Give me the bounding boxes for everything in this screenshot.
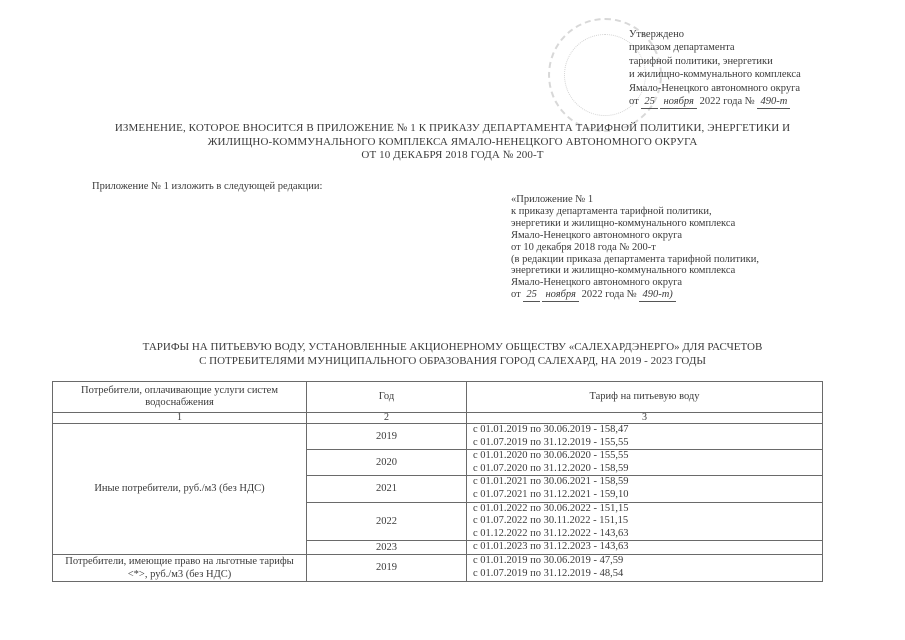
tariff-table-title (20, 340, 885, 368)
appendix-block (511, 194, 891, 302)
approval-block (629, 28, 889, 109)
appendix-line: энергетики и жилищно-коммунального комплекса (511, 265, 736, 277)
tariff-period: с 01.07.2019 по 31.12.2019 - 48,54 (473, 567, 624, 579)
approval-line: Утверждено (629, 29, 684, 40)
header-tariff: Тариф на питьевую воду (467, 382, 823, 413)
tariff-period: с 01.01.2021 по 30.06.2021 - 158,59 (473, 476, 629, 488)
table-row (53, 554, 823, 581)
year-cell: 2023 (307, 541, 467, 555)
tariff-period: с 01.01.2019 по 30.06.2019 - 47,59 (473, 555, 624, 567)
title-line: ЖИЛИЩНО-КОММУНАЛЬНОГО КОМПЛЕКСА ЯМАЛО-НЕНЕЦКОГО АВТОНОМНОГО ОКРУГА (207, 135, 698, 148)
appendix-line: к приказу департамента тарифной политики, (511, 205, 712, 217)
tariff-period: с 01.01.2023 по 31.12.2023 - 143,63 (473, 541, 629, 553)
column-number-row (53, 413, 823, 424)
document-title (30, 122, 875, 163)
approval-date-day: 25 (641, 95, 658, 109)
appendix-date-day: 25 (523, 289, 540, 302)
tariff-cell (467, 476, 823, 502)
title-line: ОТ 10 ДЕКАБРЯ 2018 ГОДА № 200-Т (361, 149, 544, 161)
appendix-date-line (511, 289, 891, 302)
tariff-title-line: С ПОТРЕБИТЕЛЯМИ МУНИЦИПАЛЬНОГО ОБРАЗОВАНИЯ ГОРОД САЛЕХАРД, НА 2019 - 2023 ГОДЫ (199, 355, 706, 367)
tariff-period: с 01.07.2021 по 31.12.2021 - 159,10 (473, 488, 629, 500)
tariff-period: с 01.01.2022 по 30.06.2022 - 151,15 (473, 502, 629, 514)
approval-date-month: ноября (660, 95, 696, 109)
tariff-cell (467, 541, 823, 555)
year-cell: 2019 (307, 424, 467, 450)
tariff-cell (467, 424, 823, 450)
approval-line: и жилищно-коммунального комплекса (629, 69, 801, 81)
approval-line: приказом департамента (629, 42, 735, 54)
approval-date-number: 490-т (757, 95, 790, 109)
appendix-line: Ямало-Ненецкого автономного округа (511, 229, 683, 241)
appendix-line: «Приложение № 1 (511, 194, 594, 205)
title-line: ИЗМЕНЕНИЕ, КОТОРОЕ ВНОСИТСЯ В ПРИЛОЖЕНИЕ № 1 К ПРИКАЗУ ДЕПАРТАМЕНТА ТАРИФНОЙ ПОЛИТИКИ, ЭНЕРГЕТИКИ И (114, 122, 791, 134)
tariff-cell (467, 450, 823, 476)
tariff-table (52, 381, 823, 582)
header-consumers: Потребители, оплачивающие услуги систем водоснабжения (53, 382, 307, 413)
appendix-date-number: 490-т) (639, 289, 675, 302)
tariff-period: с 01.07.2020 по 31.12.2020 - 158,59 (473, 462, 629, 474)
table-row (53, 424, 823, 450)
tariff-period: с 01.07.2019 по 31.12.2019 - 155,55 (473, 436, 629, 448)
tariff-title-line: ТАРИФЫ НА ПИТЬЕВУЮ ВОДУ, УСТАНОВЛЕННЫЕ АКЦИОНЕРНОМУ ОБЩЕСТВУ «САЛЕХАРДЭНЕРГО» ДЛЯ РАСЧЕТОВ (142, 341, 763, 353)
instruction-text: Приложение № 1 изложить в следующей редакции: (92, 181, 323, 192)
year-cell: 2020 (307, 450, 467, 476)
header-year: Год (307, 382, 467, 413)
appendix-line: энергетики и жилищно-коммунального комплекса (511, 217, 736, 229)
table-header-row (53, 382, 823, 413)
approval-date-year: 2022 года № (699, 96, 755, 108)
approval-line: Ямало-Ненецкого автономного округа (629, 82, 801, 94)
tariff-cell (467, 554, 823, 581)
consumer-cell: Потребители, имеющие право на льготные тарифы <*>, руб./м3 (без НДС) (53, 554, 307, 581)
appendix-date-prefix: от (511, 289, 521, 301)
appendix-date-month: ноября (542, 289, 578, 302)
appendix-line: Ямало-Ненецкого автономного округа (511, 277, 683, 289)
tariff-period: с 01.01.2020 по 30.06.2020 - 155,55 (473, 450, 629, 462)
approval-line: тарифной политики, энергетики (629, 55, 773, 67)
approval-date-line (629, 95, 889, 109)
appendix-date-year: 2022 года № (581, 289, 637, 301)
year-cell: 2022 (307, 502, 467, 541)
year-cell: 2019 (307, 554, 467, 581)
approval-date-prefix: от (629, 96, 639, 108)
tariff-cell (467, 502, 823, 541)
column-number: 2 (307, 413, 467, 424)
column-number: 1 (53, 413, 307, 424)
tariff-period: с 01.07.2022 по 30.11.2022 - 151,15 (473, 515, 629, 527)
consumer-cell: Иные потребители, руб./м3 (без НДС) (53, 424, 307, 555)
tariff-period: с 01.01.2019 по 30.06.2019 - 158,47 (473, 424, 629, 435)
column-number: 3 (467, 413, 823, 424)
appendix-line: (в редакции приказа департамента тарифной политики, (511, 253, 759, 265)
appendix-line: от 10 декабря 2018 года № 200-т (511, 241, 656, 253)
year-cell: 2021 (307, 476, 467, 502)
tariff-period: с 01.12.2022 по 31.12.2022 - 143,63 (473, 527, 629, 539)
